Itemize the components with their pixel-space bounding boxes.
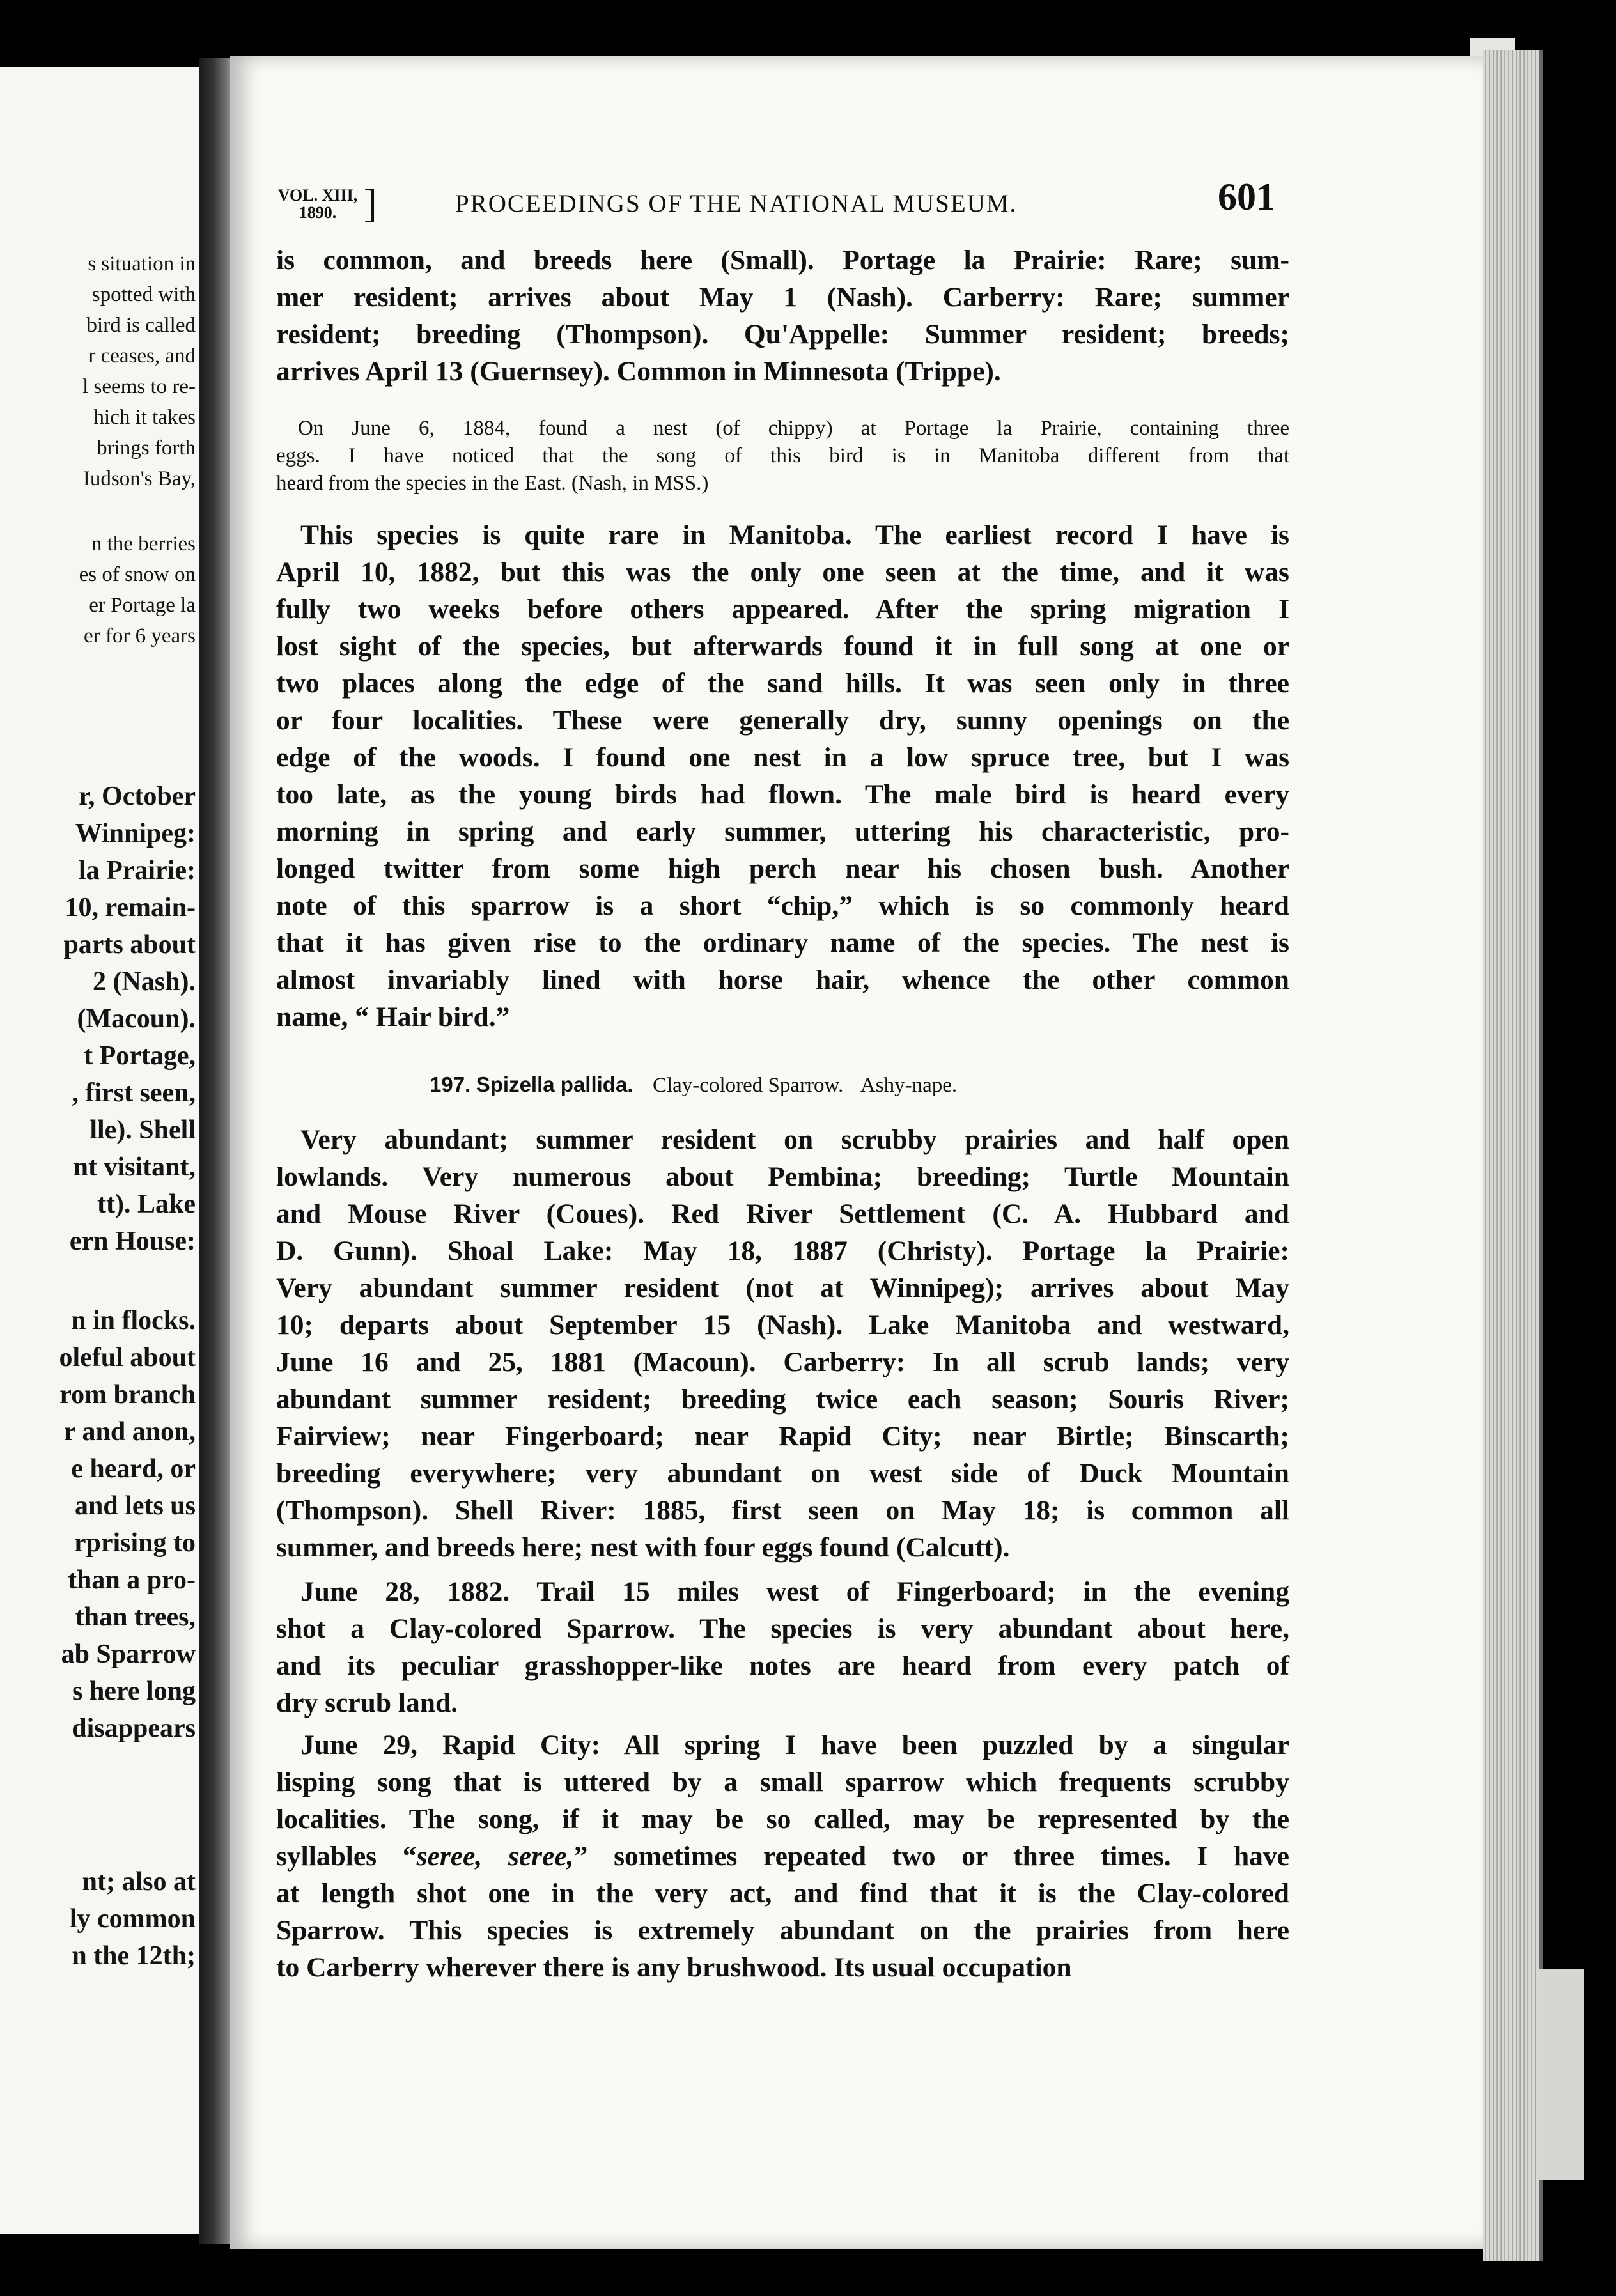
left-page-line: nt visitant, bbox=[73, 1152, 196, 1182]
volume-line: VOL. XIII, bbox=[277, 186, 358, 205]
left-page-line: 2 (Nash). bbox=[92, 967, 196, 997]
year-line: 1890. bbox=[299, 203, 337, 222]
para2-line: lost sight of the species, but afterwards found it in full song at one or bbox=[276, 631, 1289, 662]
left-page-line: (Macoun). bbox=[77, 1004, 196, 1034]
para2-line: that it has given rise to the ordinary name of the species. The nest is bbox=[276, 927, 1289, 958]
para4-line: June 28, 1882. Trail 15 miles west of Fingerboard; in the evening bbox=[300, 1576, 1289, 1607]
para5-line: June 29, Rapid City: All spring I have been puzzled by a singular bbox=[300, 1730, 1289, 1760]
left-page-line: bird is called bbox=[86, 314, 196, 337]
page-edge-stack bbox=[1483, 50, 1543, 2261]
left-page-line: than a pro- bbox=[68, 1565, 196, 1595]
para5-line: lisping song that is uttered by a small sparrow which frequents scrubby bbox=[276, 1767, 1289, 1797]
para1-line: is common, and breeds here (Small). Portage la Prairie: Rare; sum- bbox=[276, 245, 1289, 275]
para3-line: lowlands. Very numerous about Pembina; breeding; Turtle Mountain bbox=[276, 1161, 1289, 1192]
left-page-line: Winnipeg: bbox=[75, 819, 196, 848]
para5-line: localities. The song, if it may be so called, may be represented by the bbox=[276, 1804, 1289, 1834]
para2-line: two places along the edge of the sand hills. It was seen only in three bbox=[276, 668, 1289, 699]
left-page-line: brings forth bbox=[97, 437, 196, 460]
left-page-line: hich it takes bbox=[93, 406, 196, 429]
left-page-line: lle). Shell bbox=[89, 1115, 196, 1145]
species-scientific-name: Spizella pallida. bbox=[476, 1073, 633, 1096]
left-page-line: ab Sparrow bbox=[61, 1640, 196, 1669]
left-page-line: es of snow on bbox=[79, 563, 196, 586]
left-page-line: s here long bbox=[72, 1677, 196, 1706]
para1-line: mer resident; arrives about May 1 (Nash). Carberry: Rare; summer bbox=[276, 282, 1289, 313]
left-page-line: ly common bbox=[69, 1904, 196, 1934]
para3-line: 10; departs about September 15 (Nash). Lake Manitoba and westward, bbox=[276, 1310, 1289, 1340]
left-page-line: r and anon, bbox=[64, 1417, 196, 1447]
para4-line: and its peculiar grasshopper-like notes are heard from every patch of bbox=[276, 1650, 1289, 1681]
para4-line: shot a Clay-colored Sparrow. The species is very abundant about here, bbox=[276, 1613, 1289, 1644]
left-page-line: parts about bbox=[63, 930, 196, 959]
para2-line: longed twitter from some high perch near his chosen bush. Another bbox=[276, 853, 1289, 884]
para2-line: morning in spring and early summer, uttering his characteristic, pro- bbox=[276, 816, 1289, 847]
para3-line: D. Gunn). Shoal Lake: May 18, 1887 (Christy). Portage la Prairie: bbox=[276, 1236, 1289, 1266]
para3-line: and Mouse River (Coues). Red River Settlement (C. A. Hubbard and bbox=[276, 1198, 1289, 1229]
species-number: 197. bbox=[430, 1073, 471, 1096]
quote1-line: On June 6, 1884, found a nest (of chippy) at Portage la Prairie, containing three bbox=[298, 417, 1289, 440]
quote1-line: heard from the species in the East. (Nash, in MSS.) bbox=[276, 472, 709, 495]
para5-line: Sparrow. This species is extremely abundant on the prairies from here bbox=[276, 1915, 1289, 1946]
species-common-name: Clay-colored Sparrow. bbox=[652, 1074, 844, 1097]
running-head bbox=[273, 176, 1283, 238]
left-page-line: t Portage, bbox=[84, 1041, 196, 1071]
left-page-line: tt). Lake bbox=[97, 1190, 196, 1219]
species-alternate-name: Ashy-nape. bbox=[860, 1074, 958, 1097]
para3-line: abundant summer resident; breeding twice each season; Souris River; bbox=[276, 1384, 1289, 1415]
para3-line: breeding everywhere; very abundant on west side of Duck Mountain bbox=[276, 1458, 1289, 1489]
cover-edge bbox=[1539, 1969, 1584, 2180]
para3-line: Very abundant summer resident (not at Winnipeg); arrives about May bbox=[276, 1273, 1289, 1303]
page-number: 601 bbox=[1218, 176, 1275, 218]
song-syllables: seree, seree, bbox=[416, 1841, 574, 1872]
left-page-line: rprising to bbox=[74, 1528, 196, 1558]
left-page-line: ern House: bbox=[69, 1227, 196, 1256]
left-page-line: rom branch bbox=[59, 1380, 196, 1409]
left-page-fragment bbox=[0, 67, 199, 2234]
para3-line: (Thompson). Shell River: 1885, first seen on May 18; is common all bbox=[276, 1495, 1289, 1526]
left-page-line: s situation in bbox=[88, 252, 196, 275]
species-heading bbox=[430, 1073, 957, 1098]
para1-line: arrives April 13 (Guernsey). Common in Minnesota (Trippe). bbox=[276, 356, 1001, 387]
para2-line: edge of the woods. I found one nest in a low spruce tree, but I was bbox=[276, 742, 1289, 773]
para2-line: or four localities. These were generally dry, sunny openings on the bbox=[276, 705, 1289, 736]
para4-line: dry scrub land. bbox=[276, 1687, 458, 1718]
left-page-line: nt; also at bbox=[82, 1867, 196, 1897]
para2-line: name, “ Hair bird.” bbox=[276, 1002, 510, 1032]
para2-line: April 10, 1882, but this was the only one seen at the time, and it was bbox=[276, 557, 1289, 587]
left-page-line: disappears bbox=[72, 1714, 196, 1743]
left-page-line: than trees, bbox=[75, 1602, 196, 1632]
para1-line: resident; breeding (Thompson). Qu'Appelle: Summer resident; breeds; bbox=[276, 319, 1289, 350]
left-page-line: la Prairie: bbox=[78, 856, 196, 885]
para3-line: Fairview; near Fingerboard; near Rapid City; near Birtle; Binscarth; bbox=[276, 1421, 1289, 1452]
left-page-line: er for 6 years bbox=[84, 624, 196, 648]
para2-line: This species is quite rare in Manitoba. The earliest record I have is bbox=[300, 520, 1289, 550]
para3-line: June 16 and 25, 1881 (Macoun). Carberry: In all scrub lands; very bbox=[276, 1347, 1289, 1377]
para2-line: note of this sparrow is a short “chip,” which is so commonly heard bbox=[276, 890, 1289, 921]
left-page-line: l seems to re- bbox=[82, 375, 196, 398]
para2-line: fully two weeks before others appeared. After the spring migration I bbox=[276, 594, 1289, 624]
para2-line: too late, as the young birds had flown. The male bird is heard every bbox=[276, 779, 1289, 810]
para5-line: syllables “seree, seree,” sometimes repeated two or three times. I have bbox=[276, 1841, 1289, 1872]
left-page-line: e heard, or bbox=[71, 1454, 196, 1484]
left-page-line: r ceases, and bbox=[88, 345, 196, 368]
volume-label bbox=[273, 187, 362, 221]
quote1-line: eggs. I have noticed that the song of this bird is in Manitoba different from that bbox=[276, 444, 1289, 467]
para5-line: at length shot one in the very act, and find that it is the Clay-colored bbox=[276, 1878, 1289, 1909]
left-page-line: 10, remain- bbox=[65, 893, 196, 922]
page-header-title: PROCEEDINGS OF THE NATIONAL MUSEUM. bbox=[455, 190, 1018, 217]
left-page-line: spotted with bbox=[91, 283, 196, 306]
left-page-line: oleful about bbox=[59, 1343, 196, 1372]
para3-line: Very abundant; summer resident on scrubby prairies and half open bbox=[300, 1124, 1289, 1155]
left-page-line: er Portage la bbox=[89, 594, 196, 617]
para5-line: to Carberry wherever there is any brushwood. Its usual occupation bbox=[276, 1952, 1072, 1983]
left-page-line: n the 12th; bbox=[72, 1941, 196, 1971]
left-page-line: n the berries bbox=[91, 532, 196, 555]
left-page-line: n in flocks. bbox=[71, 1306, 196, 1335]
left-page-line: , first seen, bbox=[72, 1078, 196, 1108]
para2-line: almost invariably lined with horse hair, whence the other common bbox=[276, 965, 1289, 995]
volume-bracket: ] bbox=[364, 182, 377, 226]
left-page-line: r, October bbox=[79, 782, 196, 811]
para3-line: summer, and breeds here; nest with four eggs found (Calcutt). bbox=[276, 1532, 1010, 1563]
left-page-line: Iudson's Bay, bbox=[82, 467, 196, 490]
left-page-line: and lets us bbox=[74, 1491, 196, 1521]
